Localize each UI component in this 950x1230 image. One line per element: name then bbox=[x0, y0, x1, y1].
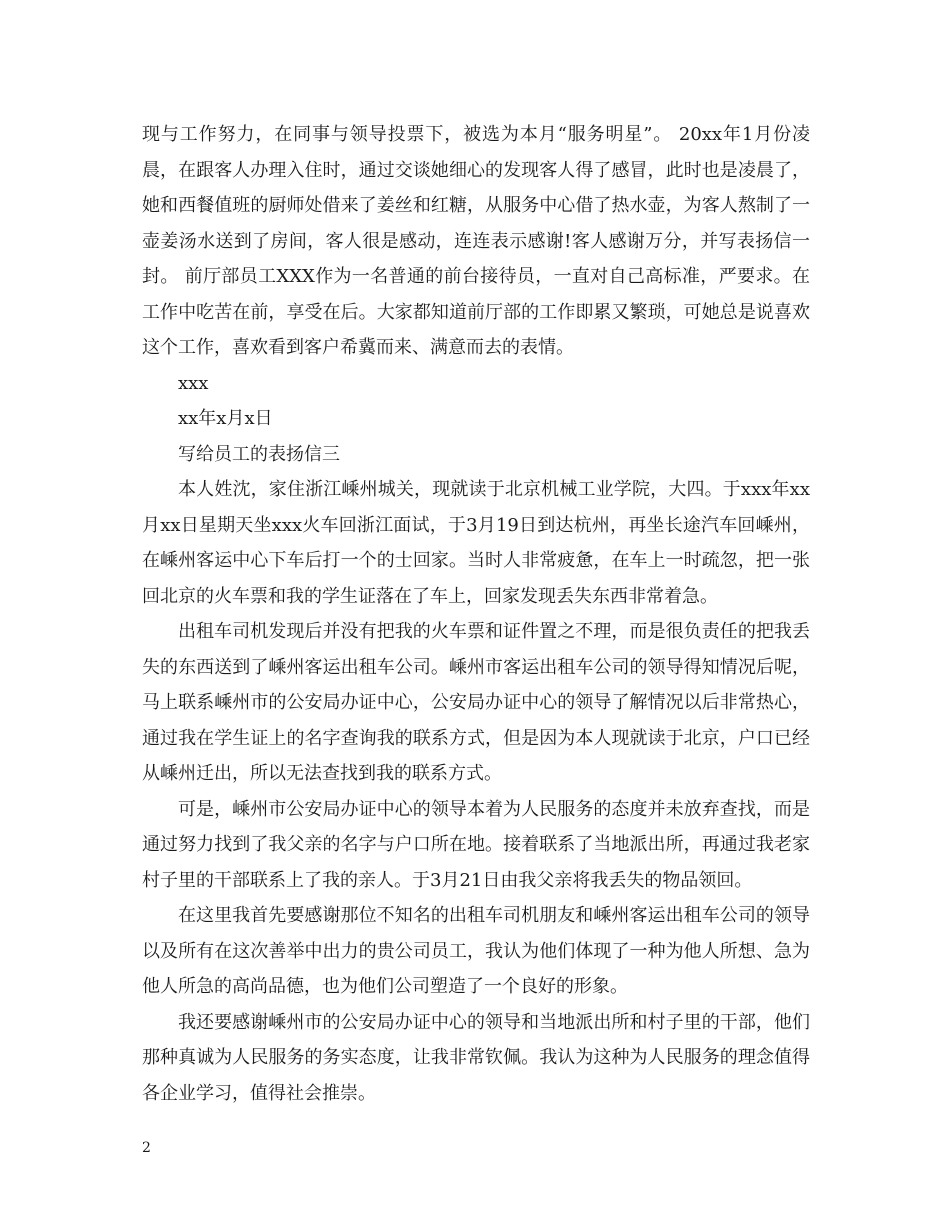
paragraph: 可是，嵊州市公安局办证中心的领导本着为人民服务的态度并未放弃查找，而是通过努力找到了我父亲的名字与户口所在地。接着联系了当地派出所，再通过我老家村子里的干部联系上了我的亲人。于3月21日由我父亲将我丢失的物品领回。 bbox=[142, 798, 810, 891]
paragraph: 在这里我首先要感谢那位不知名的出租车司机朋友和嵊州客运出租车公司的领导以及所有在这次善举中出力的贵公司员工，我认为他们体现了一种为他人所想、急为他人所急的高尚品德，也为他们公司塑造了一个良好的形象。 bbox=[142, 905, 810, 997]
paragraph: 出租车司机发现后并没有把我的火车票和证件置之不理，而是很负责任的把我丢失的东西送到了嵊州客运出租车公司。嵊州市客运出租车公司的领导得知情况后呢，马上联系嵊州市的公安局办证中心，公安局办证中心的领导了解情况以后非常热心，通过我在学生证上的名字查询我的联系方式，但是因为本人现就读于北京，户口已经从嵊州迁出，所以无法查找到我的联系方式。 bbox=[142, 621, 810, 784]
document-body bbox=[142, 117, 810, 1111]
section-title: 写给员工的表扬信三 bbox=[178, 443, 340, 465]
paragraph: 本人姓沈，家住浙江嵊州城关，现就读于北京机械工业学院，大四。于xxx年xx月xx日星期天坐xxx火车回浙江面试，于3月19日到达杭州，再坐长途汽车回嵊州，在嵊州客运中心下车后打一个的士回家。当时人非常疲惫，在车上一时疏忽，把一张回北京的火车票和我的学生证落在了车上，回家发现丢失东西非常着急。 bbox=[142, 479, 810, 607]
paragraph-continued: 现与工作努力，在同事与领导投票下，被选为本月“服务明星”。 20xx年1月份凌晨，在跟客人办理入住时，通过交谈她细心的发现客人得了感冒，此时也是凌晨了，她和西餐值班的厨师处借来了姜丝和红糖，从服务中心借了热水壶，为客人熬制了一壶姜汤水送到了房间，客人很是感动，连连表示感谢!客人感谢万分，并写表扬信一封。 前厅部员工XXX作为一名普通的前台接待员，一直对自己高标准，严要求。在工作中吃苦在前，享受在后。大家都知道前厅部的工作即累又繁琐，可她总是说喜欢这个工作，喜欢看到客户希冀而来、满意而去的表情。 bbox=[142, 124, 810, 358]
paragraph: 我还要感谢嵊州市的公安局办证中心的领导和当地派出所和村子里的干部，他们那种真诚为人民服务的务实态度，让我非常钦佩。我认为这种为人民服务的理念值得各企业学习，值得社会推崇。 bbox=[142, 1011, 810, 1104]
page-number: 2 bbox=[142, 1140, 151, 1156]
signature-date: xx年x月x日 bbox=[178, 408, 273, 429]
signature-name: xxx bbox=[178, 372, 209, 394]
